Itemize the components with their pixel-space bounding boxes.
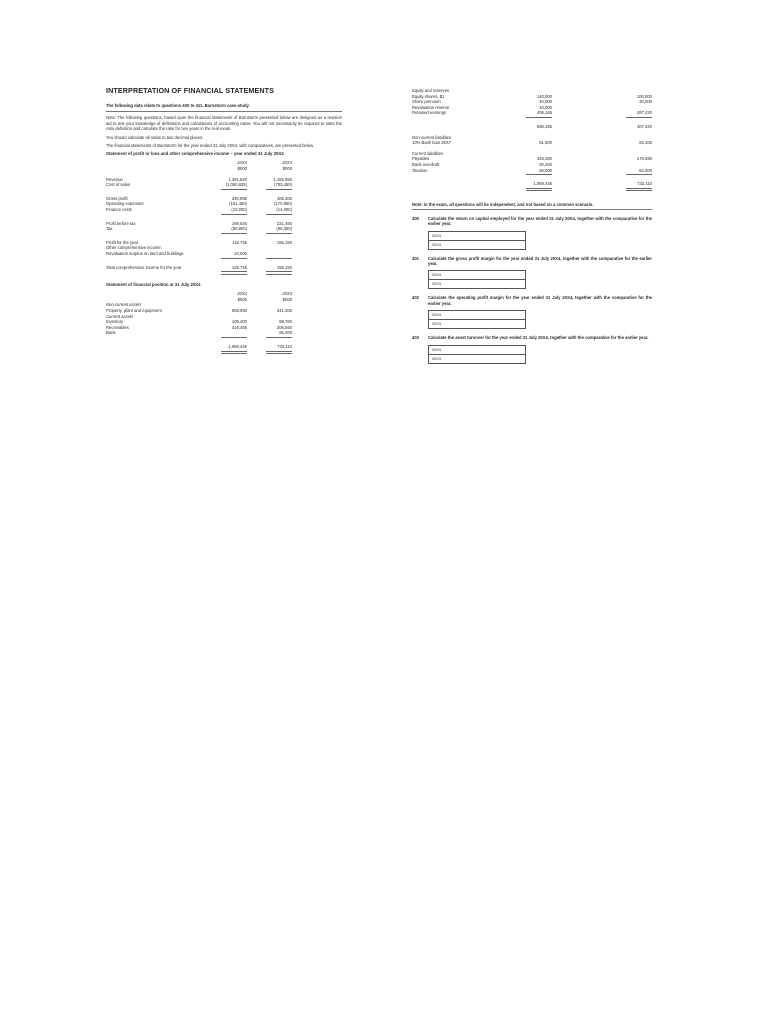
question-text: Calculate the gross profit margin for the year ended 31 July 20X4, together with the comparative for the earlier year.: [428, 255, 652, 266]
nca-label: Non-current assets: [106, 302, 142, 308]
underline: [412, 116, 652, 119]
answer-row-20x3[interactable]: 20X3: [432, 242, 441, 247]
answer-table: [428, 345, 526, 364]
decimals-note: You should calculate all ratios to two decimal places.: [106, 134, 204, 140]
row-label: Share premium: [412, 99, 441, 105]
row-value-20x3: 287,420: [636, 110, 652, 116]
underline: [106, 213, 342, 216]
cl-heading: Current liabilities: [412, 150, 443, 156]
question-number: 403: [412, 335, 419, 341]
row-value-20x3: 88,760: [279, 319, 292, 325]
underline: [412, 173, 652, 176]
col-unit-1: $000: [237, 166, 247, 172]
row-label: Operating expenses: [106, 201, 144, 207]
underline: [106, 232, 342, 235]
col-year-1: 20X4: [237, 291, 247, 297]
row-value-20x4: (10,000): [231, 207, 247, 212]
row-value-20x3: (753,450): [274, 182, 292, 188]
row-label: Taxation: [412, 167, 428, 173]
underline: [106, 336, 342, 339]
question-text: Calculate the return on capital employed for the year ended 31 July 20X4, together with the comparative for the earlier year.: [428, 215, 652, 227]
underline: [106, 257, 342, 260]
row-value-20x3: 83,100: [639, 140, 652, 146]
income-statement-heading: Statement of profit or loss and other comprehensive income – year ended 31 July 20X4: [106, 151, 284, 157]
row-value-20x4: (1,050,825): [225, 182, 247, 188]
row-label: Profit before tax: [106, 220, 136, 226]
row-label: Gross profit: [106, 195, 128, 201]
row-label: Bank: [106, 330, 116, 336]
answer-row-20x4[interactable]: 20X4: [429, 232, 525, 241]
row-value-20x4: 406,165: [536, 110, 552, 116]
row-value-20x4: 340,995: [231, 195, 247, 201]
table-row: [412, 140, 652, 146]
row-value-20x4: 128,745: [231, 264, 247, 270]
row-label: Finance costs: [106, 207, 132, 212]
row-label: Equity shares, $1: [412, 93, 445, 99]
row-value-20x4: 10,000: [234, 250, 247, 256]
total-20x3: 732,110: [637, 181, 652, 187]
answer-row-20x3[interactable]: 20X3: [432, 322, 441, 327]
total-20x4: 1,088,445: [533, 181, 552, 187]
question-403: [412, 335, 652, 363]
col-year-2: 20X3: [282, 291, 292, 297]
row-value-20x4: 40,000: [539, 99, 552, 105]
ncl-heading: Non-current liabilities: [412, 134, 452, 140]
row-value-20x4: 559,590: [231, 307, 247, 313]
double-underline: [412, 187, 652, 190]
subtotal-20x3: 407,420: [636, 123, 652, 129]
row-value-20x4: 118,745: [232, 239, 247, 245]
question-400: [412, 216, 652, 250]
row-label: Profit for the year: [106, 239, 139, 245]
answer-row-20x4[interactable]: 20X4: [429, 271, 525, 280]
row-value-20x4: 140,000: [536, 93, 552, 99]
row-value-20x4: 1,391,820: [228, 176, 247, 182]
row-value-20x4: 61,600: [539, 140, 552, 146]
row-value-20x3: 95,400: [279, 330, 292, 336]
row-value-20x4: 55,000: [539, 167, 552, 173]
row-value-20x4: 169,545: [231, 220, 247, 226]
col-year-2: 20X3: [282, 160, 292, 166]
total-20x4: 1,088,445: [228, 343, 247, 349]
row-label: Revaluation surplus on land and buildings: [106, 250, 184, 256]
row-value-20x3: 179,590: [636, 156, 652, 162]
row-value-20x3: 100,000: [636, 93, 652, 99]
col-year-1: 20X4: [237, 160, 247, 166]
row-label: Tax: [106, 226, 113, 232]
row-value-20x3: 20,000: [639, 99, 652, 105]
question-401: [412, 256, 652, 290]
row-value-20x3: 62,000: [639, 167, 652, 173]
table-row-subtotal: [412, 124, 652, 130]
row-label: Receivables: [106, 324, 129, 330]
divider: [412, 209, 652, 210]
underline: [106, 188, 342, 191]
answer-row-20x3[interactable]: 20X3: [432, 282, 441, 287]
row-value-20x3: (14,000): [276, 207, 292, 212]
row-label: Bank overdraft: [412, 161, 440, 167]
row-label: 10% Bank loan 20X7: [412, 140, 452, 146]
question-number: 400: [412, 215, 419, 221]
row-value-20x3: 341,400: [276, 307, 292, 313]
row-value-20x4: 10,000: [539, 104, 552, 110]
double-underline: [106, 270, 342, 273]
row-value-20x4: (161,450): [229, 201, 247, 207]
question-number: 402: [412, 295, 419, 301]
subtotal-20x4: 596,165: [536, 123, 552, 129]
answer-table: [428, 310, 526, 329]
left-column: [106, 86, 342, 353]
sofp-heading: Statement of financial position at 31 July 20X4: [106, 282, 201, 288]
col-unit-1: $000: [237, 296, 247, 302]
row-label: Retained earnings: [412, 110, 446, 116]
row-value-20x3: 155,150: [276, 264, 292, 270]
row-label: Revenue: [106, 176, 123, 182]
row-value-20x3: (66,300): [276, 226, 292, 232]
row-value-20x3: (170,950): [274, 201, 292, 207]
row-label: Revaluation reserve: [412, 104, 450, 110]
question-text: Calculate the operating profit margin for the year ended 31 July 20X4, together with the comparative for the earlier year.: [428, 295, 652, 306]
exam-note: Note: in the exam, all questions will be independent, and not based on a common scenario.: [412, 201, 594, 207]
row-label: Cost of sales: [106, 182, 131, 188]
row-value-20x3: 221,450: [276, 220, 292, 226]
page-title: INTERPRETATION OF FINANCIAL STATEMENTS: [106, 86, 275, 95]
right-column: [412, 88, 652, 364]
row-value-20x3: 406,400: [276, 195, 292, 201]
row-value-20x4: (50,800): [231, 226, 247, 232]
row-label: Inventory: [106, 319, 124, 325]
row-value-20x4: 419,455: [231, 324, 247, 330]
question-text: Calculate the asset turnover for the year ended 31 July 20X4, together with the comparative for the earlier year.: [428, 335, 649, 341]
row-value-20x4: 345,480: [536, 156, 552, 162]
ca-label: Current assets: [106, 313, 134, 319]
statements-note: The financial statements of Barnstorm for the year ended 31 July 20X4, with comparatives, are presented below.: [106, 143, 315, 149]
intro-note: Note: The following questions, based upon the financial statements of Barnstorm presented below are designed as a revision aid to test your knowledge of definitions and calculations of accounting ratios. You will not necessarily be required to state the ratio definition and calculate the ratio for two years in the real exam.: [106, 115, 342, 132]
answer-row-20x4[interactable]: 20X4: [429, 311, 525, 320]
col-unit-2: $000: [282, 166, 292, 172]
column-header-units: [106, 166, 342, 172]
intro-line: The following data relate to questions 400 to 411. Barnstorm case-study.: [106, 103, 250, 108]
double-underline: [106, 350, 342, 353]
row-label: Other comprehensive income:: [106, 245, 162, 251]
equity-heading: Equity and reserves: [412, 88, 450, 93]
total-20x3: 732,110: [277, 343, 292, 349]
answer-row-20x4[interactable]: 20X4: [429, 346, 525, 355]
row-value-20x3: 155,150: [276, 239, 292, 245]
row-value-20x4: 109,400: [231, 319, 247, 325]
answer-table: [428, 231, 526, 250]
row-value-20x3: 1,159,850: [273, 176, 292, 182]
divider: [106, 111, 342, 112]
row-label: Payables: [412, 156, 430, 162]
row-label: Property, plant and equipment: [106, 307, 162, 313]
answer-row-20x3[interactable]: 20X3: [432, 356, 441, 361]
row-value-20x3: 206,550: [276, 324, 292, 330]
row-value-20x4: 30,200: [539, 161, 552, 167]
col-unit-2: $000: [282, 296, 292, 302]
row-label: Total comprehensive income for the year: [106, 264, 182, 270]
question-402: [412, 295, 652, 329]
answer-table: [428, 270, 526, 289]
question-number: 401: [412, 255, 419, 261]
